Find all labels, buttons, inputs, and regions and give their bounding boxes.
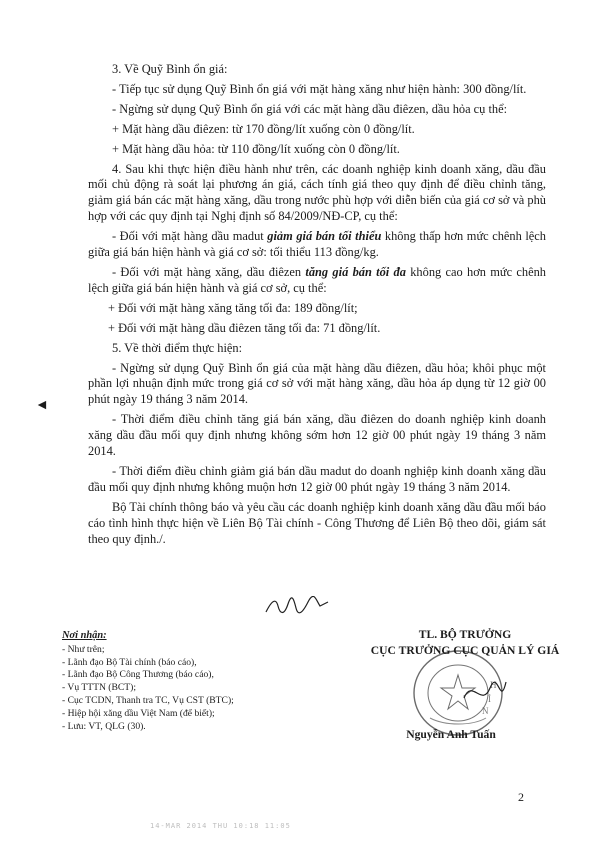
- handwritten-initial: [262, 596, 332, 618]
- left-arrow-icon: ◄: [35, 398, 49, 413]
- signature-block: [350, 628, 580, 657]
- page-number: 2: [518, 790, 524, 804]
- official-seal: [400, 648, 520, 738]
- recipients-block: [62, 630, 302, 733]
- paragraph-mazut: - Đối với mặt hàng dầu madut giảm giá bán tối thiểu không thấp hơn mức chênh lệch giữa giá bán hiện hành và giá cơ sở: tối thiểu 113 đồng/kg.: [88, 229, 546, 260]
- paragraph-gasoline-diesel: - Đối với mặt hàng xăng, dầu điêzen tăng giá bán tối đa không cao hơn mức chênh lệch giữa giá bán hiện hành và giá cơ sở, cụ thể:: [88, 264, 547, 295]
- item-diesel: + Mặt hàng dầu điêzen: từ 170 đồng/lít xuống còn 0 đồng/lít.: [112, 121, 415, 136]
- section-3-heading: 3. Về Quỹ Bình ổn giá:: [112, 62, 228, 76]
- fax-header-line: 14-MAR 2014 THU 10:18 11:05: [150, 822, 291, 830]
- recipient-item: - Hiệp hội xăng dầu Việt Nam (để biết);: [62, 707, 215, 719]
- svg-text:H: H: [490, 680, 497, 690]
- recipient-item: - Vụ TTTN (BCT);: [62, 682, 136, 694]
- item-gasoline-max: + Đối với mặt hàng xăng tăng tối đa: 189 đồng/lít;: [108, 300, 358, 315]
- closing-paragraph: Bộ Tài chính thông báo và yêu cầu các doanh nghiệp kinh doanh xăng dầu đầu mối báo cáo tình hình thực hiện về Liên Bộ Tài chính - Công Thương để Liên Bộ theo dõi, giám sát theo quy định./.: [88, 499, 546, 546]
- signer-name: Nguyễn Anh Tuấn: [406, 728, 496, 741]
- item-diesel-max: + Đối với mặt hàng dầu điêzen tăng tối đa: 71 đồng/lít.: [108, 320, 381, 335]
- section-5-heading: 5. Về thời điểm thực hiện:: [112, 340, 243, 355]
- recipients-list: [62, 644, 302, 734]
- emphasis-max-price-rise: tăng giá bán tối đa: [305, 264, 406, 279]
- paragraph-stop-fund: - Ngừng sử dụng Quỹ Bình ổn giá với các mặt hàng dầu điêzen, dầu hỏa cụ thể:: [112, 101, 508, 116]
- section-4-paragraph: 4. Sau khi thực hiện điều hành như trên, các doanh nghiệp kinh doanh xăng, dầu đầu mối chủ động rà soát lại phương án giá, cách tính giá theo quy định để điều chỉnh tăng, giảm giá bán các mặt hàng xăng, dầu trong nước phù hợp với diễn biến của giá cơ sở và phù hợp với các quy định tại Nghị định số 84/2009/NĐ-CP, cụ thể:: [88, 161, 546, 224]
- recipient-item: - Lãnh đạo Bộ Công Thương (báo cáo),: [62, 669, 214, 681]
- recipient-item: - Lưu: VT, QLG (30).: [62, 720, 146, 732]
- item-kerosene: + Mặt hàng dầu hỏa: từ 110 đồng/lít xuống còn 0 đồng/lít.: [112, 141, 400, 156]
- svg-text:Í: Í: [488, 694, 491, 704]
- paragraph-timing-1: - Ngừng sử dụng Quỹ Bình ổn giá của mặt hàng dầu điêzen, dầu hỏa; khôi phục một phần lợi nhuận định mức trong giá cơ sở với mặt hàng xăng, dầu hỏa áp dụng từ 12 giờ 00 phút ngày 19 tháng 3 năm 2014.: [88, 360, 546, 407]
- signature-title: TL. BỘ TRƯỞNG: [418, 628, 512, 641]
- emphasis-min-price-cut: giảm giá bán tối thiểu: [267, 229, 382, 244]
- recipient-item: - Như trên;: [62, 643, 105, 655]
- paragraph-timing-2: - Thời điểm điều chỉnh tăng giá bán xăng, dầu điêzen do doanh nghiệp kinh doanh xăng dầu đầu mối quy định nhưng không sớm hơn 12 giờ 00 phút ngày 19 tháng 3 năm 2014.: [88, 412, 546, 459]
- svg-text:N: N: [482, 706, 489, 716]
- document-body: [88, 62, 546, 551]
- paragraph-timing-3: - Thời điểm điều chỉnh giảm giá bán dầu madut do doanh nghiệp kinh doanh xăng dầu đầu mối quy định nhưng không muộn hơn 12 giờ 00 phút ngày 19 tháng 3 năm 2014.: [88, 463, 546, 494]
- recipient-item: - Lãnh đạo Bộ Tài chính (báo cáo),: [62, 656, 197, 668]
- recipients-heading: Nơi nhận:: [62, 630, 107, 641]
- recipient-item: - Cục TCDN, Thanh tra TC, Vụ CST (BTC);: [62, 694, 234, 706]
- paragraph-gasoline-fund: - Tiếp tục sử dụng Quỹ Bình ổn giá với mặt hàng xăng như hiện hành: 300 đồng/lít.: [112, 81, 527, 96]
- signature-office: CỤC TRƯỞNG CỤC QUẢN LÝ GIÁ: [370, 644, 560, 657]
